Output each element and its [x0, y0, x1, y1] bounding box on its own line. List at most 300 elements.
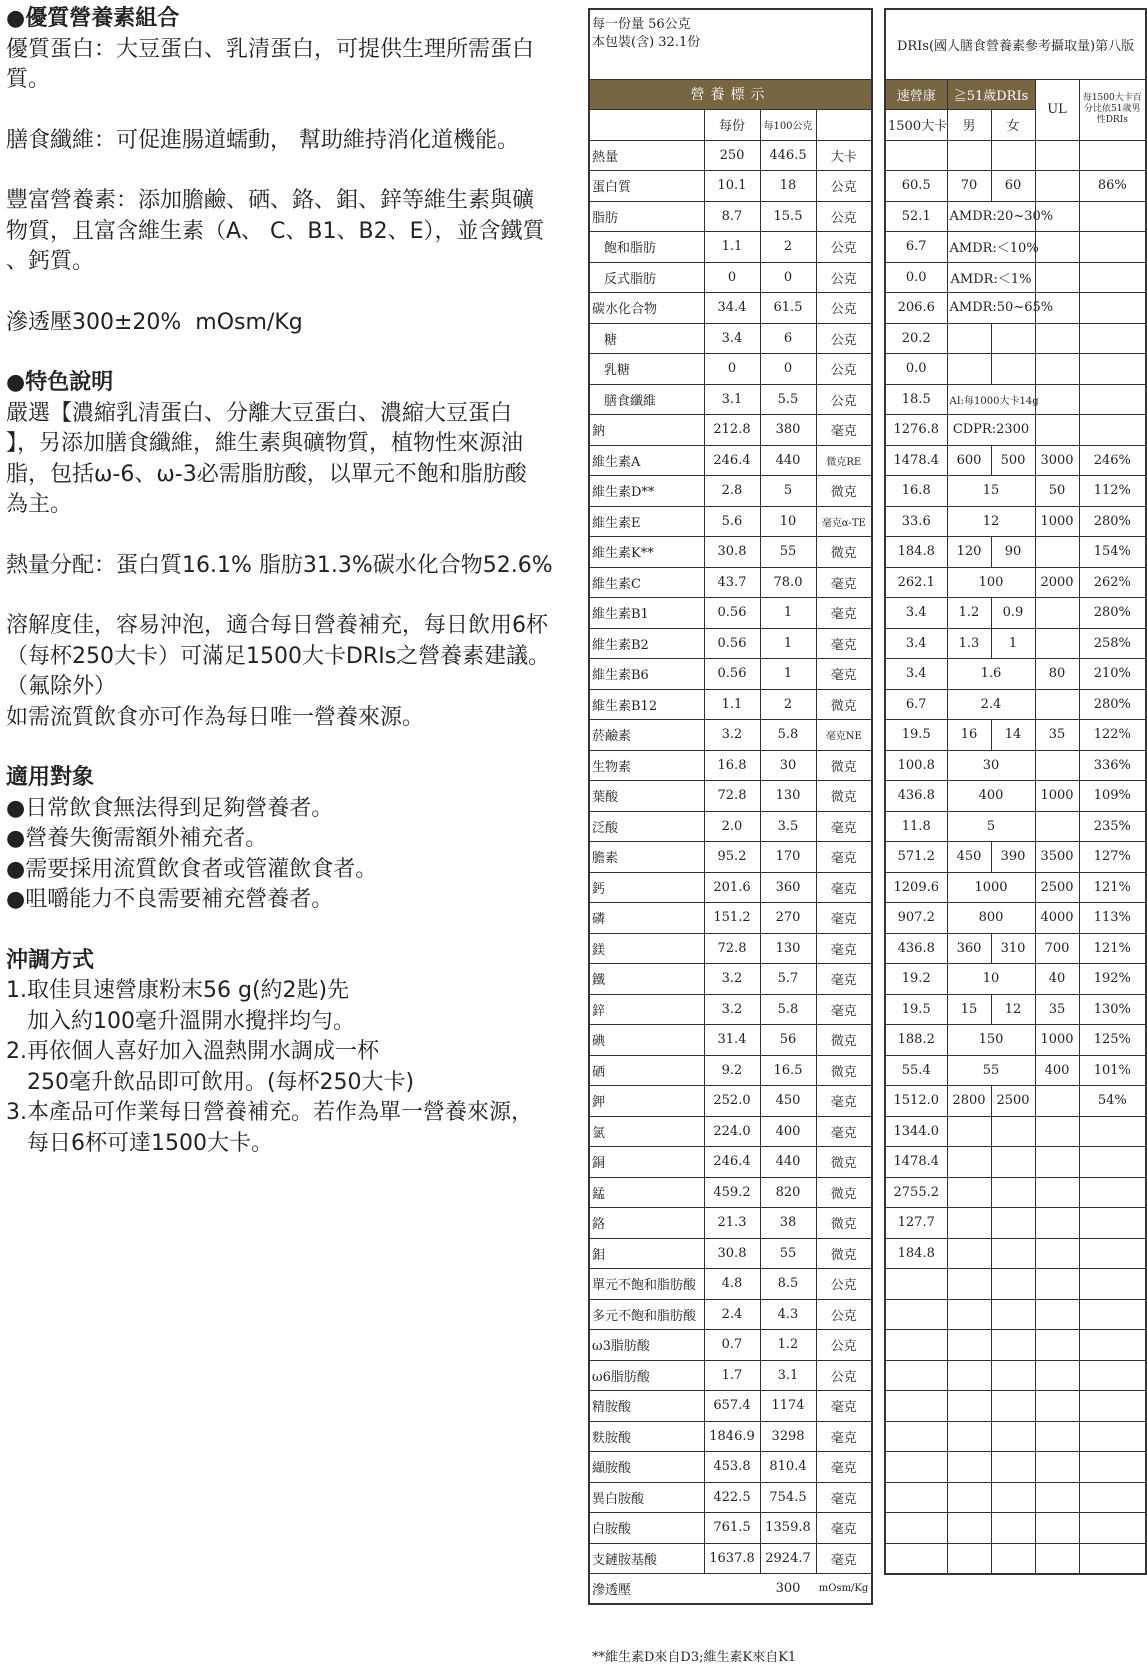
per-100g-value: 1359.8 [760, 1513, 816, 1544]
text-line: 、鈣質。 [6, 249, 95, 274]
unit: 大卡 [816, 140, 872, 171]
unit: 公克 [816, 354, 872, 385]
dri-recommendation: AMDR:50~65% [947, 293, 1035, 324]
per-serving-value: 0 [704, 354, 760, 385]
dri-percent-value: 127% [1079, 842, 1146, 873]
text-line: （每杯250大卡）可滿足1500大卡DRIs之營養素建議。 [6, 643, 551, 669]
unit: 毫克 [816, 933, 872, 964]
per-serving-value: 72.8 [704, 933, 760, 964]
text-line: 溶解度佳，容易沖泡，適合每日營養補充，每日飲用6杯 [6, 613, 548, 638]
per-100g-value: 4.3 [760, 1299, 816, 1330]
dri-male-value [947, 1116, 991, 1147]
text-line: 每日6杯可達1500大卡。 [6, 1130, 273, 1156]
dri-female-value [991, 1116, 1035, 1147]
dri-ul-value: 35 [1035, 994, 1079, 1025]
nutrient-row [589, 933, 872, 964]
dri-row [885, 476, 1146, 507]
dri-recommendation: 55 [947, 1055, 1035, 1086]
dri-recommendation: 1000 [947, 872, 1035, 903]
per-100g-value: 400 [760, 1116, 816, 1147]
dri-percent-value [1079, 415, 1146, 446]
dri-percent-value: 121% [1079, 872, 1146, 903]
dri-ul-value: 40 [1035, 964, 1079, 995]
nutrient-row [589, 567, 872, 598]
dri-male-value: 1.3 [947, 628, 991, 659]
dri-pct-header: 每1500大卡百分比依51歲男性DRIs [1079, 79, 1146, 140]
dri-row [885, 659, 1146, 690]
dri-female-value [991, 1177, 1035, 1208]
unit: 公克 [816, 201, 872, 232]
nutrient-row [589, 781, 872, 812]
dri-row [885, 415, 1146, 446]
dri-ul-value: 1000 [1035, 506, 1079, 537]
dri-1500kcal-value: 2755.2 [885, 1177, 947, 1208]
unit: 毫克 [816, 842, 872, 873]
dri-percent-value [1079, 140, 1146, 171]
nutrient-row [589, 628, 872, 659]
nutrient-name: 熱量 [589, 140, 704, 171]
dri-percent-value: 192% [1079, 964, 1146, 995]
text-line: 熱量分配：蛋白質16.1% 脂肪31.3%碳水化合物52.6% [6, 552, 553, 578]
nutrient-row [589, 1055, 872, 1086]
per-100g-value: 8.5 [760, 1269, 816, 1300]
per-100g-value: 450 [760, 1086, 816, 1117]
text-line: 物質，且富含維生素（A、 C、B1、B2、E），並含鐵質 [6, 218, 545, 244]
dri-recommendation: 15 [947, 476, 1035, 507]
nutrient-name: 多元不飽和脂肪酸 [589, 1299, 704, 1330]
per-100g-value: 2 [760, 232, 816, 263]
nutrient-name: 反式脂肪 [589, 262, 704, 293]
per-serving-value: 459.2 [704, 1177, 760, 1208]
dri-female-header: 女 [991, 110, 1035, 141]
dri-male-value [947, 1177, 991, 1208]
per-serving-value: 0.56 [704, 659, 760, 690]
dri-recommendation: 30 [947, 750, 1035, 781]
blank-line [6, 581, 566, 611]
dri-male-value: 70 [947, 171, 991, 202]
dri-1500kcal-value: 19.5 [885, 994, 947, 1025]
unit: 微克 [816, 1238, 872, 1269]
per-serving-value: 246.4 [704, 1147, 760, 1178]
dri-male-value [947, 1421, 991, 1452]
section-heading: ●特色說明 [6, 370, 114, 395]
dri-recommendation: 800 [947, 903, 1035, 934]
dri-ul-value [1035, 1421, 1079, 1452]
dri-percent-value [1079, 354, 1146, 385]
per-100g-value: 30 [760, 750, 816, 781]
per-100g-value: 1 [760, 628, 816, 659]
osmolality-label: 滲透壓 [592, 1583, 632, 1598]
per-serving-value: 3.1 [704, 384, 760, 415]
dri-female-value [991, 323, 1035, 354]
dri-row [885, 1482, 1146, 1513]
dri-percent-value [1079, 1391, 1146, 1422]
text-line: 質。 [6, 67, 51, 92]
per-100g-value: 55 [760, 1238, 816, 1269]
per-serving-value: 0.7 [704, 1330, 760, 1361]
dri-1500kcal-value: 33.6 [885, 506, 947, 537]
text-line: 1.取佳貝速營康粉末56 g(約2匙)先 [6, 978, 350, 1003]
dri-percent-value: 122% [1079, 720, 1146, 751]
per-serving-value: 1.7 [704, 1360, 760, 1391]
dri-1500kcal-value [885, 1543, 947, 1574]
per-serving-value: 31.4 [704, 1025, 760, 1056]
unit: 毫克 [816, 628, 872, 659]
dri-ul-value [1035, 1116, 1079, 1147]
dri-1500kcal-value: 436.8 [885, 933, 947, 964]
nutrient-row [589, 1391, 872, 1422]
per-100g-value: 5.8 [760, 994, 816, 1025]
dri-ul-value [1035, 232, 1079, 263]
dri-row [885, 201, 1146, 232]
unit: 微克 [816, 1177, 872, 1208]
nutrient-name: 菸鹼素 [589, 720, 704, 751]
dri-1500kcal-value: 100.8 [885, 750, 947, 781]
unit: 毫克 [816, 1482, 872, 1513]
per-100g-value: 10 [760, 506, 816, 537]
dri-row [885, 1543, 1146, 1574]
dri-percent-value: 246% [1079, 445, 1146, 476]
unit: 公克 [816, 293, 872, 324]
dri-1500kcal-value: 184.8 [885, 537, 947, 568]
dri-male-value: 120 [947, 537, 991, 568]
nutrient-name: 維生素B2 [589, 628, 704, 659]
nutrient-row [589, 293, 872, 324]
dri-1500kcal-value: 55.4 [885, 1055, 947, 1086]
per-100g-value: 18 [760, 171, 816, 202]
dri-ul-value [1035, 1177, 1079, 1208]
osmolality-row [589, 1574, 872, 1605]
dri-1500kcal-value: 907.2 [885, 903, 947, 934]
per-100g-value: 5.7 [760, 964, 816, 995]
per-serving-value: 2.8 [704, 476, 760, 507]
dri-1500kcal-value: 1478.4 [885, 1147, 947, 1178]
unit: 公克 [816, 384, 872, 415]
dri-recommendation: 100 [947, 567, 1035, 598]
dri-female-value [991, 1238, 1035, 1269]
dri-male-value [947, 1360, 991, 1391]
unit: 毫克NE [816, 720, 872, 751]
per-serving-value: 5.6 [704, 506, 760, 537]
dri-ul-value [1035, 1086, 1079, 1117]
dri-row [885, 1421, 1146, 1452]
unit: 毫克α-TE [816, 506, 872, 537]
dri-row [885, 1147, 1146, 1178]
dri-row [885, 445, 1146, 476]
dri-ul-value: 3000 [1035, 445, 1079, 476]
dri-1500kcal-value [885, 1269, 947, 1300]
per-serving-value: 1.1 [704, 689, 760, 720]
dri-row [885, 1055, 1146, 1086]
per-100g-value: 3298 [760, 1421, 816, 1452]
nutrient-row [589, 537, 872, 568]
nutrient-name: 錳 [589, 1177, 704, 1208]
dri-recommendation: AMDR:＜1% [947, 262, 1035, 293]
per-100g-value: 1 [760, 598, 816, 629]
nutrient-row [589, 811, 872, 842]
per-serving-value: 21.3 [704, 1208, 760, 1239]
dri-row [885, 1452, 1146, 1483]
per-serving-value: 657.4 [704, 1391, 760, 1422]
text-line: ●日常飲食無法得到足夠營養者。 [6, 795, 334, 821]
text-line: 脂，包括ω-6、ω-3必需脂肪酸，以單元不飽和脂肪酸 [6, 461, 527, 487]
dri-recommendation: 12 [947, 506, 1035, 537]
dri-percent-value [1079, 1421, 1146, 1452]
text-line: 膳食纖維：可促進腸道蠕動， 幫助維持消化道機能。 [6, 127, 519, 153]
nutrition-facts-table [588, 8, 873, 1605]
dri-row [885, 720, 1146, 751]
dri-recommendation: AI:每1000大卡14g [947, 384, 1035, 415]
dri-female-value [991, 1482, 1035, 1513]
dri-1500kcal-value [885, 1299, 947, 1330]
dri-ul-value [1035, 323, 1079, 354]
dri-1500kcal-value: 1344.0 [885, 1116, 947, 1147]
unit: 毫克 [816, 903, 872, 934]
nutrient-row [589, 994, 872, 1025]
dri-product-header: 速營康 [885, 79, 947, 110]
dri-male-value [947, 1238, 991, 1269]
per-100g-value: 5.8 [760, 720, 816, 751]
dri-1500kcal-value [885, 1482, 947, 1513]
dri-1500kcal-value: 262.1 [885, 567, 947, 598]
dri-percent-value [1079, 232, 1146, 263]
nutrient-name: 纈胺酸 [589, 1452, 704, 1483]
per-100g-value: 810.4 [760, 1452, 816, 1483]
dri-row [885, 1086, 1146, 1117]
nutrient-row [589, 232, 872, 263]
dri-ul-value: 3500 [1035, 842, 1079, 873]
dri-row [885, 750, 1146, 781]
dri-kcal-header: 1500大卡 [885, 110, 947, 141]
unit: 毫克 [816, 1116, 872, 1147]
dri-percent-value [1079, 262, 1146, 293]
nutrient-name: 異白胺酸 [589, 1482, 704, 1513]
dri-female-value: 310 [991, 933, 1035, 964]
dri-row [885, 598, 1146, 629]
dri-1500kcal-value: 6.7 [885, 232, 947, 263]
per-100g-value: 2 [760, 689, 816, 720]
dri-percent-value: 54% [1079, 1086, 1146, 1117]
per-serving-value: 761.5 [704, 1513, 760, 1544]
dri-percent-value [1079, 1208, 1146, 1239]
per-serving-value: 0 [704, 262, 760, 293]
dri-row [885, 262, 1146, 293]
dri-female-value [991, 1452, 1035, 1483]
text-line: 豐富營養素：添加膽鹼、硒、鉻、鉬、鋅等維生素與礦 [6, 188, 535, 213]
nutrient-row [589, 1299, 872, 1330]
unit: 毫克 [816, 1513, 872, 1544]
unit: 公克 [816, 262, 872, 293]
nutrient-name: 維生素B6 [589, 659, 704, 690]
nutrient-row [589, 1452, 872, 1483]
dri-ul-value [1035, 1238, 1079, 1269]
nutrient-name: 乳糖 [589, 354, 704, 385]
unit: 毫克 [816, 1543, 872, 1574]
nutrient-row [589, 384, 872, 415]
nutrient-name: 鐵 [589, 964, 704, 995]
dri-1500kcal-value [885, 1360, 947, 1391]
dri-ul-value [1035, 1299, 1079, 1330]
dri-1500kcal-value [885, 1330, 947, 1361]
dri-female-value [991, 1513, 1035, 1544]
text-line: 如需流質飲食亦可作為每日唯一營養來源。 [6, 704, 425, 730]
per-serving-value: 224.0 [704, 1116, 760, 1147]
dri-percent-value: 109% [1079, 781, 1146, 812]
dri-1500kcal-value [885, 1391, 947, 1422]
per-100g-value: 820 [760, 1177, 816, 1208]
nutrient-name: 泛酸 [589, 811, 704, 842]
dri-1500kcal-value [885, 140, 947, 171]
dri-percent-value [1079, 323, 1146, 354]
dri-ul-value [1035, 537, 1079, 568]
nutrient-name: ω6脂肪酸 [589, 1360, 704, 1391]
unit: 微克 [816, 1055, 872, 1086]
dri-percent-value: 125% [1079, 1025, 1146, 1056]
nutrient-name: 維生素K** [589, 537, 704, 568]
dri-ul-value [1035, 1452, 1079, 1483]
nutrient-row [589, 1513, 872, 1544]
per-100g-value: 38 [760, 1208, 816, 1239]
nutrient-name: 鉬 [589, 1238, 704, 1269]
dri-male-value [947, 323, 991, 354]
dri-row [885, 1299, 1146, 1330]
dri-male-value [947, 1269, 991, 1300]
nutrient-name: 單元不飽和脂肪酸 [589, 1269, 704, 1300]
nutrient-name: 氯 [589, 1116, 704, 1147]
dri-1500kcal-value: 1478.4 [885, 445, 947, 476]
unit: 微克 [816, 689, 872, 720]
dri-1500kcal-value: 206.6 [885, 293, 947, 324]
text-line: 滲透壓300±20% mOsm/Kg [6, 309, 303, 335]
dri-percent-value: 101% [1079, 1055, 1146, 1086]
dri-percent-value: 336% [1079, 750, 1146, 781]
per-100g-value: 360 [760, 872, 816, 903]
per-serving-value: 151.2 [704, 903, 760, 934]
dri-1500kcal-value [885, 1421, 947, 1452]
per-serving-value: 3.2 [704, 964, 760, 995]
dri-row [885, 171, 1146, 202]
nutrient-row [589, 415, 872, 446]
dri-row [885, 1177, 1146, 1208]
dri-row [885, 1269, 1146, 1300]
dri-1500kcal-value: 0.0 [885, 262, 947, 293]
dri-row [885, 1238, 1146, 1269]
dri-male-value [947, 1208, 991, 1239]
dri-recommendation: 5 [947, 811, 1035, 842]
per-serving-value: 43.7 [704, 567, 760, 598]
dri-row [885, 567, 1146, 598]
nutrient-name: 麩胺酸 [589, 1421, 704, 1452]
unit: 公克 [816, 232, 872, 263]
nutrient-row [589, 506, 872, 537]
dri-ul-value [1035, 354, 1079, 385]
serving-info [589, 9, 872, 79]
per-100g-value: 446.5 [760, 140, 816, 171]
nutrient-name: 脂肪 [589, 201, 704, 232]
dri-ul-value: 700 [1035, 933, 1079, 964]
per-100g-value: 2924.7 [760, 1543, 816, 1574]
dri-male-value: 15 [947, 994, 991, 1025]
nutrient-name: 白胺酸 [589, 1513, 704, 1544]
per-100g-value: 170 [760, 842, 816, 873]
dri-row [885, 842, 1146, 873]
per-100g-value: 440 [760, 445, 816, 476]
nutrient-row [589, 476, 872, 507]
unit: 毫克 [816, 994, 872, 1025]
dri-row [885, 811, 1146, 842]
nutrient-name: 糖 [589, 323, 704, 354]
dri-row [885, 384, 1146, 415]
per-serving-value: 16.8 [704, 750, 760, 781]
dri-1500kcal-value: 3.4 [885, 598, 947, 629]
nutrient-name: 碳水化合物 [589, 293, 704, 324]
nutrient-name: 飽和脂肪 [589, 232, 704, 263]
dri-female-value [991, 1543, 1035, 1574]
unit: 毫克 [816, 1391, 872, 1422]
dri-male-value: 1.2 [947, 598, 991, 629]
dri-female-value: 14 [991, 720, 1035, 751]
per-serving-value: 10.1 [704, 171, 760, 202]
osmolality-unit: mOsm/Kg [818, 1583, 869, 1594]
dri-ul-value: 1000 [1035, 1025, 1079, 1056]
dri-male-value: 16 [947, 720, 991, 751]
nutrient-name: 鉀 [589, 1086, 704, 1117]
dri-row [885, 1360, 1146, 1391]
section-heading: ●優質營養素組合 [6, 6, 180, 31]
nutrient-row [589, 903, 872, 934]
per-100g-value: 3.1 [760, 1360, 816, 1391]
per-100g-value: 130 [760, 933, 816, 964]
dri-male-value: 600 [947, 445, 991, 476]
blank-line [6, 521, 566, 551]
per-100g-value: 380 [760, 415, 816, 446]
per-serving-value: 3.2 [704, 994, 760, 1025]
dri-percent-value [1079, 1482, 1146, 1513]
unit: 微克 [816, 537, 872, 568]
dri-percent-value: 112% [1079, 476, 1146, 507]
nutrient-row [589, 872, 872, 903]
blank-line [6, 916, 566, 946]
per-serving-value: 3.4 [704, 323, 760, 354]
nutrient-row [589, 1482, 872, 1513]
dri-ul-value: 4000 [1035, 903, 1079, 934]
dri-recommendation: AMDR:20~30% [947, 201, 1035, 232]
dri-recommendation: 150 [947, 1025, 1035, 1056]
dri-percent-value [1079, 384, 1146, 415]
unit: 公克 [816, 171, 872, 202]
dri-percent-value [1079, 293, 1146, 324]
per-100g-value: 5 [760, 476, 816, 507]
dri-1500kcal-value: 3.4 [885, 628, 947, 659]
osmolality-spacer [704, 1574, 760, 1605]
dri-ul-header: UL [1035, 79, 1079, 140]
dri-female-value [991, 1147, 1035, 1178]
dri-row [885, 1116, 1146, 1147]
nutrient-name: ω3脂肪酸 [589, 1330, 704, 1361]
dri-row [885, 872, 1146, 903]
dri-ul-value [1035, 262, 1079, 293]
unit: 微克 [816, 1147, 872, 1178]
per-serving-value: 422.5 [704, 1482, 760, 1513]
nutrient-row [589, 750, 872, 781]
nutrient-name: 維生素E [589, 506, 704, 537]
dri-1500kcal-value: 184.8 [885, 1238, 947, 1269]
dri-ul-value [1035, 750, 1079, 781]
dri-percent-value [1079, 201, 1146, 232]
nutrient-name: 精胺酸 [589, 1391, 704, 1422]
dri-percent-value: 86% [1079, 171, 1146, 202]
dri-female-value: 90 [991, 537, 1035, 568]
